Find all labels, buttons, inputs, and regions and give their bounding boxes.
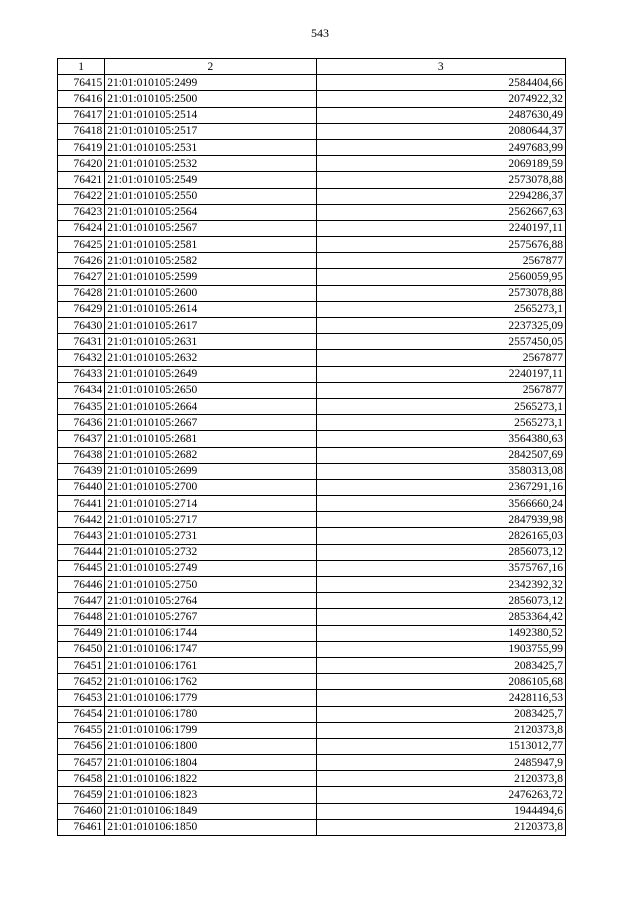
cadastral-number-cell: 21:01:010105:2581 xyxy=(105,237,316,253)
cadastral-number-cell: 21:01:010105:2681 xyxy=(105,431,316,447)
row-number-cell: 76417 xyxy=(58,107,105,123)
cadastral-number-cell: 21:01:010105:2732 xyxy=(105,544,316,560)
row-number-cell: 76422 xyxy=(58,188,105,204)
table-row xyxy=(58,431,566,447)
cadastral-number-cell: 21:01:010105:2667 xyxy=(105,415,316,431)
cadastral-number-cell: 21:01:010106:1849 xyxy=(105,803,316,819)
cadastral-number-cell: 21:01:010105:2600 xyxy=(105,285,316,301)
table-row xyxy=(58,496,566,512)
table-row xyxy=(58,722,566,738)
table-row xyxy=(58,75,566,91)
cadastral-value-cell: 2120373,8 xyxy=(316,771,565,787)
cadastral-value-cell: 2428116,53 xyxy=(316,690,565,706)
row-number-cell: 76428 xyxy=(58,285,105,301)
table-row xyxy=(58,755,566,771)
cadastral-number-cell: 21:01:010106:1744 xyxy=(105,625,316,641)
cadastral-number-cell: 21:01:010106:1823 xyxy=(105,787,316,803)
cadastral-number-cell: 21:01:010105:2567 xyxy=(105,220,316,236)
row-number-cell: 76421 xyxy=(58,172,105,188)
table-row xyxy=(58,479,566,495)
table-row xyxy=(58,641,566,657)
cadastral-value-cell: 2240197,11 xyxy=(316,220,565,236)
cadastral-number-cell: 21:01:010105:2632 xyxy=(105,350,316,366)
row-number-cell: 76432 xyxy=(58,350,105,366)
table-row xyxy=(58,609,566,625)
row-number-cell: 76442 xyxy=(58,512,105,528)
row-number-cell: 76455 xyxy=(58,722,105,738)
table-row xyxy=(58,285,566,301)
cadastral-value-cell: 2567877 xyxy=(316,382,565,398)
cadastral-value-cell: 2342392,32 xyxy=(316,577,565,593)
cadastral-number-cell: 21:01:010105:2717 xyxy=(105,512,316,528)
cadastral-value-cell: 2367291,16 xyxy=(316,479,565,495)
cadastral-value-cell: 2573078,88 xyxy=(316,285,565,301)
row-number-cell: 76450 xyxy=(58,641,105,657)
row-number-cell: 76425 xyxy=(58,237,105,253)
table-row xyxy=(58,204,566,220)
cadastral-value-cell: 2237325,09 xyxy=(316,318,565,334)
table-row xyxy=(58,350,566,366)
table-row xyxy=(58,657,566,673)
cadastral-number-cell: 21:01:010105:2531 xyxy=(105,139,316,155)
cadastral-number-cell: 21:01:010105:2650 xyxy=(105,382,316,398)
cadastral-number-cell: 21:01:010105:2550 xyxy=(105,188,316,204)
row-number-cell: 76460 xyxy=(58,803,105,819)
cadastral-value-cell: 2565273,1 xyxy=(316,398,565,414)
cadastral-value-cell: 2826165,03 xyxy=(316,528,565,544)
cadastral-number-cell: 21:01:010106:1800 xyxy=(105,738,316,754)
row-number-cell: 76416 xyxy=(58,91,105,107)
row-number-cell: 76458 xyxy=(58,771,105,787)
table-row xyxy=(58,690,566,706)
cadastral-number-cell: 21:01:010106:1762 xyxy=(105,674,316,690)
row-number-cell: 76453 xyxy=(58,690,105,706)
row-number-cell: 76435 xyxy=(58,398,105,414)
cadastral-value-cell: 2294286,37 xyxy=(316,188,565,204)
cadastral-number-cell: 21:01:010105:2532 xyxy=(105,156,316,172)
row-number-cell: 76434 xyxy=(58,382,105,398)
row-number-cell: 76459 xyxy=(58,787,105,803)
cadastral-number-cell: 21:01:010105:2617 xyxy=(105,318,316,334)
table-row xyxy=(58,528,566,544)
cadastral-number-cell: 21:01:010105:2599 xyxy=(105,269,316,285)
table-row xyxy=(58,771,566,787)
cadastral-value-cell: 1492380,52 xyxy=(316,625,565,641)
cadastral-value-cell: 2575676,88 xyxy=(316,237,565,253)
cadastral-value-cell: 2856073,12 xyxy=(316,593,565,609)
row-number-cell: 76423 xyxy=(58,204,105,220)
table-row xyxy=(58,366,566,382)
cadastral-number-cell: 21:01:010105:2499 xyxy=(105,75,316,91)
row-number-cell: 76427 xyxy=(58,269,105,285)
cadastral-number-cell: 21:01:010106:1780 xyxy=(105,706,316,722)
row-number-cell: 76438 xyxy=(58,447,105,463)
cadastral-number-cell: 21:01:010105:2614 xyxy=(105,301,316,317)
cadastral-value-cell: 2853364,42 xyxy=(316,609,565,625)
row-number-cell: 76457 xyxy=(58,755,105,771)
table-row xyxy=(58,253,566,269)
table-row xyxy=(58,738,566,754)
row-number-cell: 76441 xyxy=(58,496,105,512)
cadastral-value-cell: 2842507,69 xyxy=(316,447,565,463)
cadastral-value-cell: 1903755,99 xyxy=(316,641,565,657)
cadastral-value-cell: 2565273,1 xyxy=(316,415,565,431)
table-row xyxy=(58,819,566,835)
cadastral-number-cell: 21:01:010105:2631 xyxy=(105,334,316,350)
row-number-cell: 76418 xyxy=(58,123,105,139)
cadastral-number-cell: 21:01:010105:2500 xyxy=(105,91,316,107)
table-row xyxy=(58,577,566,593)
cadastral-number-cell: 21:01:010105:2649 xyxy=(105,366,316,382)
row-number-cell: 76415 xyxy=(58,75,105,91)
row-number-cell: 76448 xyxy=(58,609,105,625)
column-header-2: 2 xyxy=(105,59,316,75)
table-row xyxy=(58,107,566,123)
cadastral-value-cell: 2497683,99 xyxy=(316,139,565,155)
row-number-cell: 76444 xyxy=(58,544,105,560)
cadastral-number-cell: 21:01:010105:2699 xyxy=(105,463,316,479)
table-row xyxy=(58,398,566,414)
table-row xyxy=(58,625,566,641)
table-row xyxy=(58,512,566,528)
column-header-1: 1 xyxy=(58,59,105,75)
row-number-cell: 76452 xyxy=(58,674,105,690)
cadastral-number-cell: 21:01:010105:2549 xyxy=(105,172,316,188)
cadastral-value-cell: 2557450,05 xyxy=(316,334,565,350)
table-row xyxy=(58,188,566,204)
row-number-cell: 76430 xyxy=(58,318,105,334)
cadastral-number-cell: 21:01:010105:2682 xyxy=(105,447,316,463)
row-number-cell: 76449 xyxy=(58,625,105,641)
cadastral-value-cell: 2120373,8 xyxy=(316,722,565,738)
cadastral-value-cell: 2567877 xyxy=(316,350,565,366)
cadastral-number-cell: 21:01:010105:2700 xyxy=(105,479,316,495)
cadastral-value-cell: 2086105,68 xyxy=(316,674,565,690)
row-number-cell: 76431 xyxy=(58,334,105,350)
row-number-cell: 76426 xyxy=(58,253,105,269)
cadastral-value-cell: 3566660,24 xyxy=(316,496,565,512)
row-number-cell: 76456 xyxy=(58,738,105,754)
row-number-cell: 76439 xyxy=(58,463,105,479)
cadastral-number-cell: 21:01:010105:2564 xyxy=(105,204,316,220)
table-row xyxy=(58,334,566,350)
row-number-cell: 76440 xyxy=(58,479,105,495)
cadastral-value-cell: 2240197,11 xyxy=(316,366,565,382)
row-number-cell: 76447 xyxy=(58,593,105,609)
row-number-cell: 76424 xyxy=(58,220,105,236)
table-row xyxy=(58,447,566,463)
cadastral-value-cell: 2565273,1 xyxy=(316,301,565,317)
cadastral-value-cell: 2847939,98 xyxy=(316,512,565,528)
table-body xyxy=(58,75,566,836)
cadastral-value-cell: 2083425,7 xyxy=(316,657,565,673)
cadastral-number-cell: 21:01:010106:1822 xyxy=(105,771,316,787)
cadastral-number-cell: 21:01:010105:2749 xyxy=(105,560,316,576)
table-row xyxy=(58,220,566,236)
table-row xyxy=(58,803,566,819)
table-row xyxy=(58,269,566,285)
cadastral-value-cell: 2083425,7 xyxy=(316,706,565,722)
cadastral-number-cell: 21:01:010105:2582 xyxy=(105,253,316,269)
cadastral-value-cell: 2485947,9 xyxy=(316,755,565,771)
cadastral-number-cell: 21:01:010106:1799 xyxy=(105,722,316,738)
row-number-cell: 76437 xyxy=(58,431,105,447)
table-row xyxy=(58,463,566,479)
cadastral-value-cell: 3580313,08 xyxy=(316,463,565,479)
table-row xyxy=(58,544,566,560)
row-number-cell: 76429 xyxy=(58,301,105,317)
table-row xyxy=(58,593,566,609)
table-row xyxy=(58,172,566,188)
cadastral-number-cell: 21:01:010105:2714 xyxy=(105,496,316,512)
row-number-cell: 76446 xyxy=(58,577,105,593)
cadastral-number-cell: 21:01:010106:1850 xyxy=(105,819,316,835)
cadastral-value-cell: 2573078,88 xyxy=(316,172,565,188)
row-number-cell: 76451 xyxy=(58,657,105,673)
row-number-cell: 76454 xyxy=(58,706,105,722)
cadastral-value-cell: 2476263,72 xyxy=(316,787,565,803)
cadastral-number-cell: 21:01:010106:1779 xyxy=(105,690,316,706)
row-number-cell: 76443 xyxy=(58,528,105,544)
row-number-cell: 76436 xyxy=(58,415,105,431)
cadastral-number-cell: 21:01:010105:2514 xyxy=(105,107,316,123)
row-number-cell: 76419 xyxy=(58,139,105,155)
table-row xyxy=(58,318,566,334)
table-row xyxy=(58,560,566,576)
table-header-row xyxy=(58,59,566,75)
table-row xyxy=(58,415,566,431)
table-row xyxy=(58,91,566,107)
row-number-cell: 76461 xyxy=(58,819,105,835)
cadastral-value-cell: 2567877 xyxy=(316,253,565,269)
cadastral-number-cell: 21:01:010106:1761 xyxy=(105,657,316,673)
cadastral-value-cell: 1944494,6 xyxy=(316,803,565,819)
table-row xyxy=(58,674,566,690)
cadastral-value-cell: 2069189,59 xyxy=(316,156,565,172)
cadastral-value-table xyxy=(57,58,566,836)
row-number-cell: 76433 xyxy=(58,366,105,382)
cadastral-number-cell: 21:01:010106:1804 xyxy=(105,755,316,771)
cadastral-number-cell: 21:01:010105:2764 xyxy=(105,593,316,609)
cadastral-number-cell: 21:01:010106:1747 xyxy=(105,641,316,657)
cadastral-value-cell: 2074922,32 xyxy=(316,91,565,107)
cadastral-number-cell: 21:01:010105:2664 xyxy=(105,398,316,414)
table-row xyxy=(58,139,566,155)
cadastral-value-cell: 3564380,63 xyxy=(316,431,565,447)
column-header-3: 3 xyxy=(316,59,565,75)
cadastral-value-cell: 3575767,16 xyxy=(316,560,565,576)
table-row xyxy=(58,382,566,398)
cadastral-number-cell: 21:01:010105:2750 xyxy=(105,577,316,593)
page-number: 543 xyxy=(311,26,329,40)
cadastral-value-cell: 2120373,8 xyxy=(316,819,565,835)
cadastral-value-cell: 2487630,49 xyxy=(316,107,565,123)
row-number-cell: 76445 xyxy=(58,560,105,576)
cadastral-value-cell: 2080644,37 xyxy=(316,123,565,139)
cadastral-value-cell: 2584404,66 xyxy=(316,75,565,91)
cadastral-value-cell: 2560059,95 xyxy=(316,269,565,285)
cadastral-value-cell: 1513012,77 xyxy=(316,738,565,754)
table-row xyxy=(58,123,566,139)
table-row xyxy=(58,787,566,803)
table-row xyxy=(58,706,566,722)
cadastral-value-cell: 2562667,63 xyxy=(316,204,565,220)
cadastral-number-cell: 21:01:010105:2731 xyxy=(105,528,316,544)
cadastral-number-cell: 21:01:010105:2767 xyxy=(105,609,316,625)
cadastral-number-cell: 21:01:010105:2517 xyxy=(105,123,316,139)
cadastral-value-cell: 2856073,12 xyxy=(316,544,565,560)
table-row xyxy=(58,237,566,253)
table-row xyxy=(58,301,566,317)
row-number-cell: 76420 xyxy=(58,156,105,172)
table-row xyxy=(58,156,566,172)
